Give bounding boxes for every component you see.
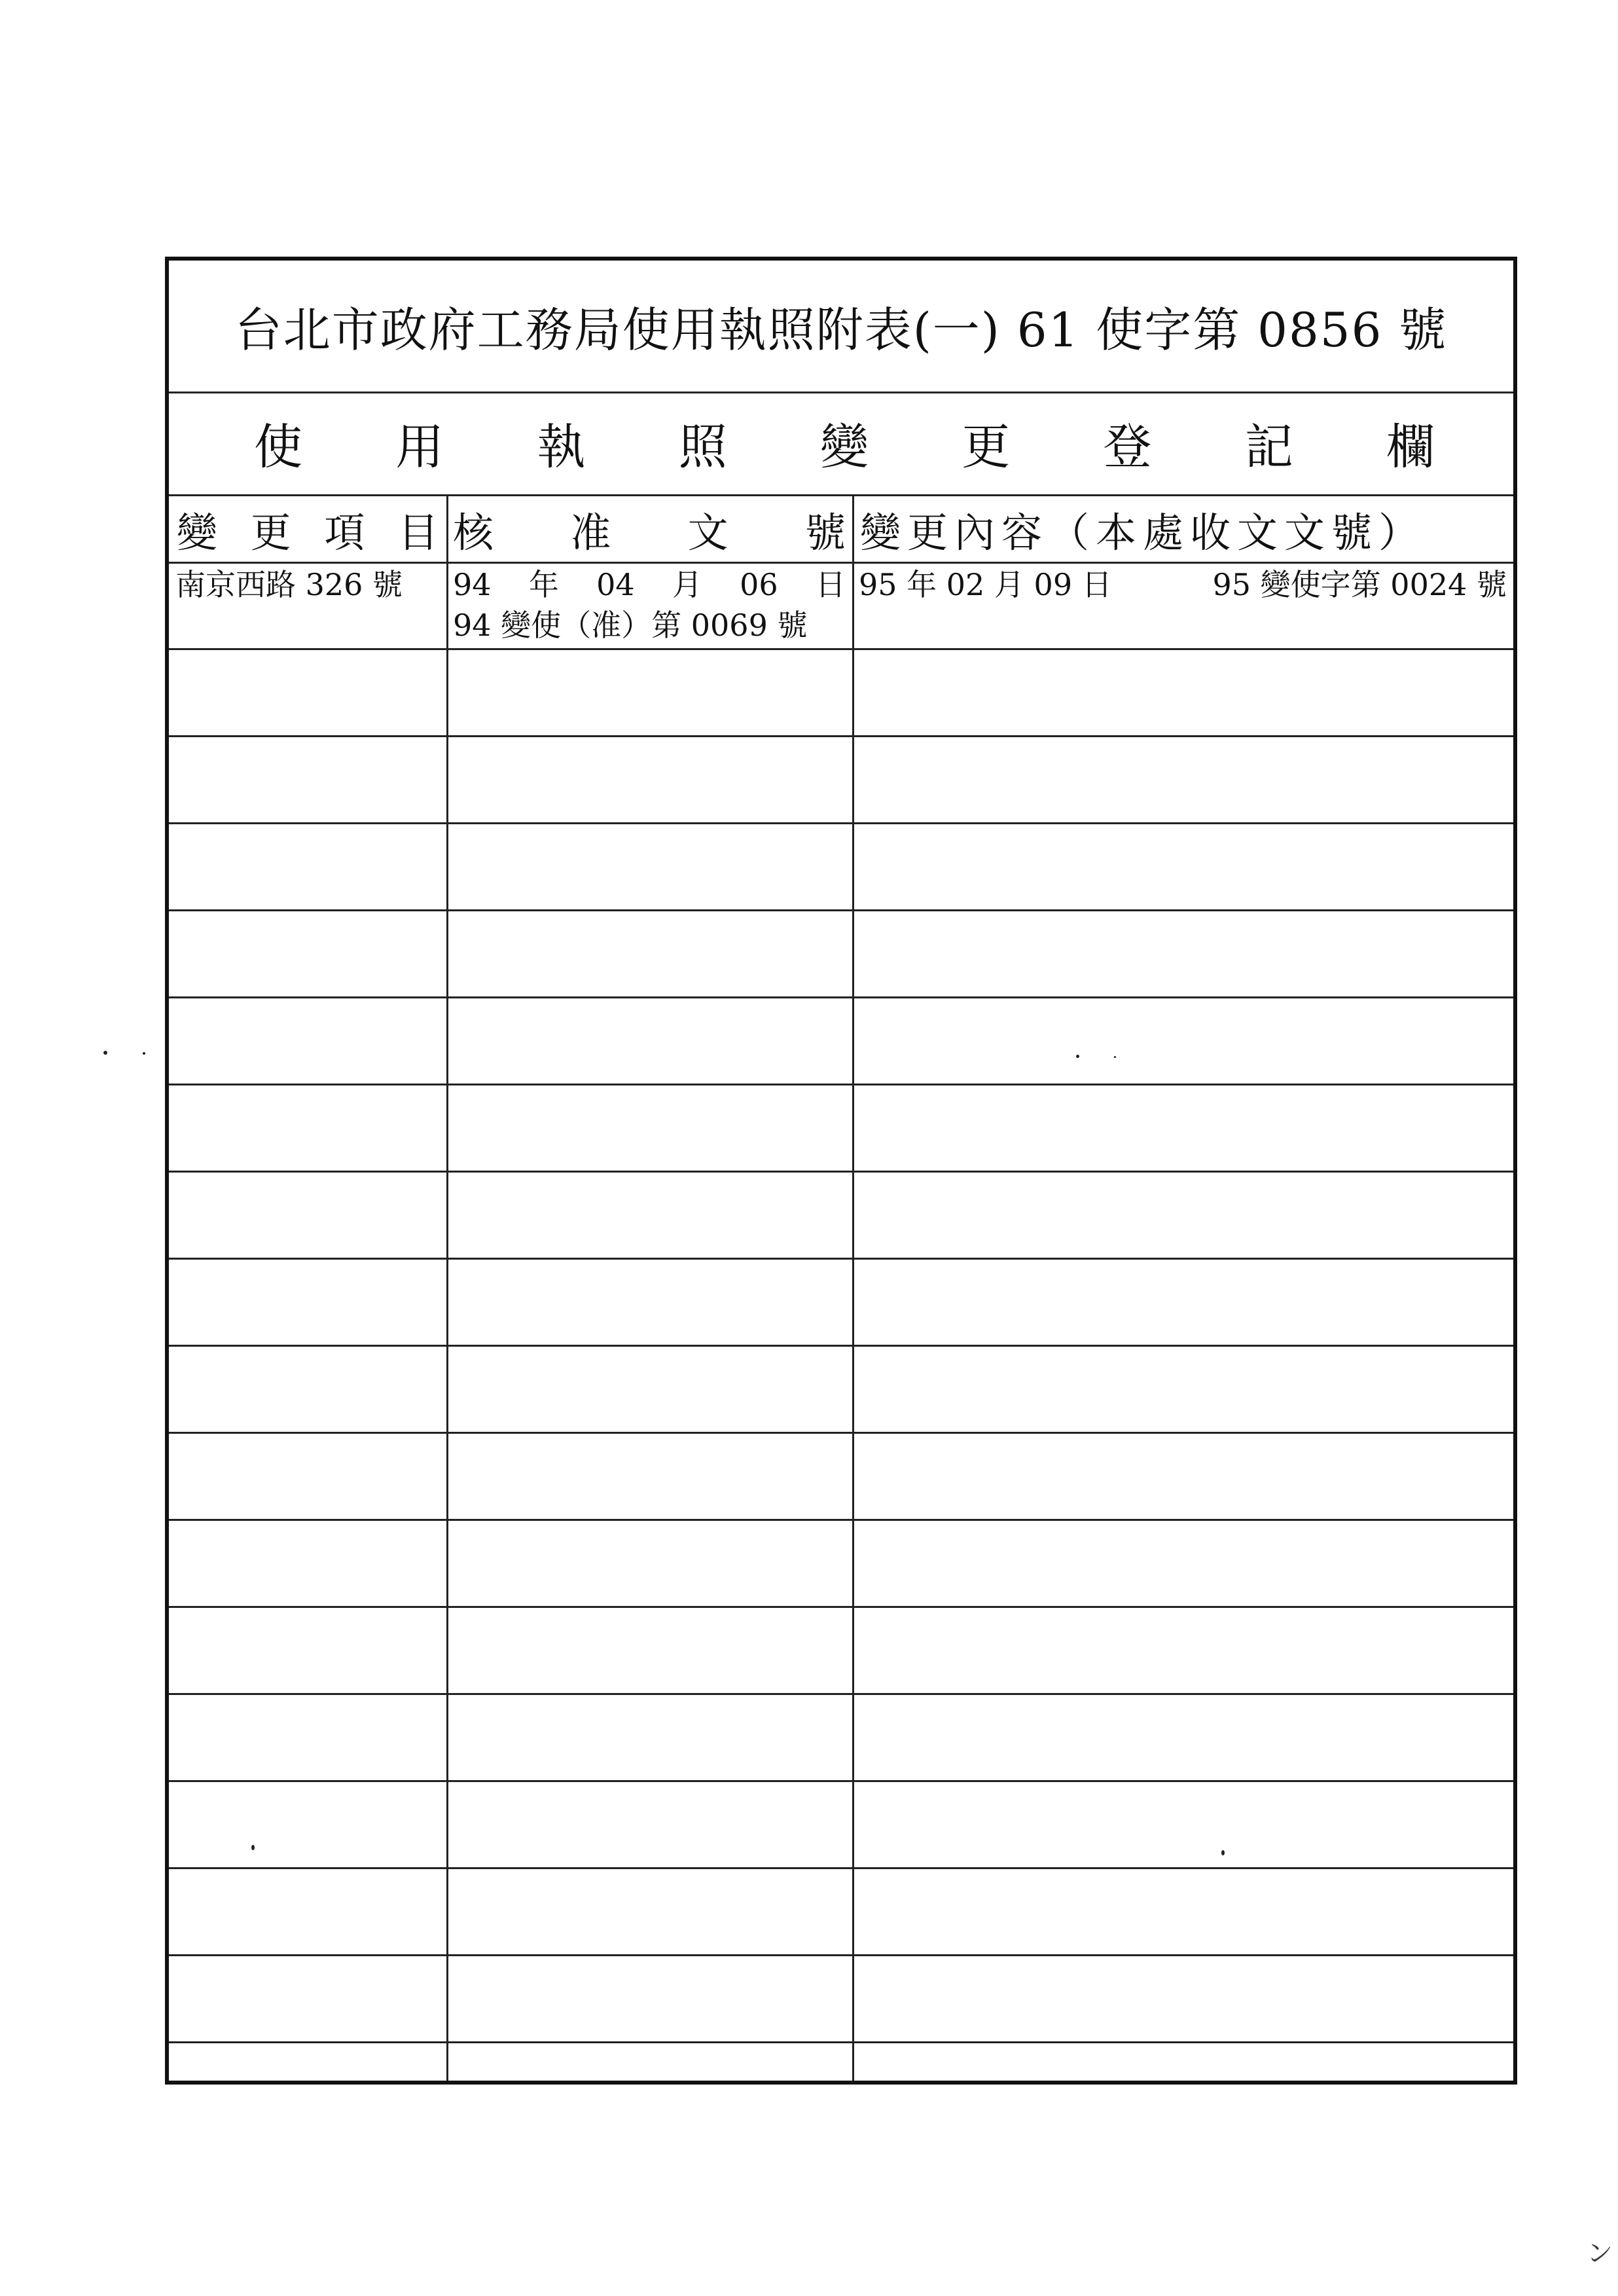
- scan-speck: [251, 1845, 255, 1850]
- table-row: [169, 1867, 1513, 1956]
- header-char: 號: [804, 508, 846, 556]
- table-row: [169, 996, 1513, 1085]
- date-part: 日: [815, 567, 846, 602]
- table-row: [169, 1519, 1513, 1608]
- date-part: 94: [453, 567, 492, 602]
- header-char: 變: [177, 508, 218, 556]
- header-char: 准: [570, 508, 611, 556]
- date-part: 年: [528, 567, 559, 602]
- header-char: 文: [687, 508, 728, 556]
- heading-char: 用: [395, 418, 444, 475]
- column-header-content: 變更內容（本處收文文號）: [860, 508, 1426, 556]
- table-row: [169, 1780, 1513, 1869]
- table-row: [169, 909, 1513, 998]
- table-row: [169, 735, 1513, 824]
- table-row: [169, 562, 1513, 650]
- date-part: 06: [740, 567, 778, 602]
- page-title: 台北市政府工務局使用執照附表(一) 61 使字第 0856 號: [169, 261, 1513, 393]
- table-row: [169, 1432, 1513, 1521]
- registration-table: [165, 257, 1517, 2085]
- scan-speck: [1114, 1056, 1116, 1058]
- table-row: [169, 1258, 1513, 1347]
- table-row: [169, 1954, 1513, 2043]
- approval-number: 94 變使（准）第 0069 號: [453, 608, 808, 643]
- table-row: [169, 648, 1513, 737]
- header-char: 核: [453, 508, 494, 556]
- heading-char: 登: [1103, 418, 1152, 475]
- heading-char: 欄: [1386, 418, 1435, 475]
- heading-char: 更: [962, 418, 1011, 475]
- section-heading: [169, 392, 1513, 496]
- table-row: [169, 496, 1513, 564]
- heading-char: 執: [537, 418, 586, 475]
- entry-item: 南京西路 326 號: [175, 567, 403, 602]
- heading-char: 使: [254, 418, 302, 475]
- content-date: 95 年 02 月 09 日: [859, 567, 1112, 602]
- header-char: 更: [250, 508, 291, 556]
- table-row: [169, 1084, 1513, 1173]
- header-char: 項: [324, 508, 365, 556]
- table-row: [169, 822, 1513, 911]
- table-row: [169, 1171, 1513, 1260]
- table-row: [169, 1606, 1513, 1695]
- heading-char: 照: [678, 418, 727, 475]
- scan-speck: [143, 1052, 145, 1055]
- content-number: 95 變使字第 0024 號: [1212, 567, 1507, 602]
- date-part: 04: [596, 567, 635, 602]
- heading-char: 變: [820, 418, 869, 475]
- scan-speck: [1221, 1850, 1225, 1855]
- scan-speck: [103, 1051, 107, 1055]
- table-row: [169, 1693, 1513, 1782]
- corner-mark: ン: [1587, 2238, 1613, 2269]
- heading-char: 記: [1244, 418, 1293, 475]
- header-char: 目: [397, 508, 439, 556]
- date-part: 月: [672, 567, 702, 602]
- table-row: [169, 1345, 1513, 1434]
- scan-speck: [1076, 1055, 1079, 1058]
